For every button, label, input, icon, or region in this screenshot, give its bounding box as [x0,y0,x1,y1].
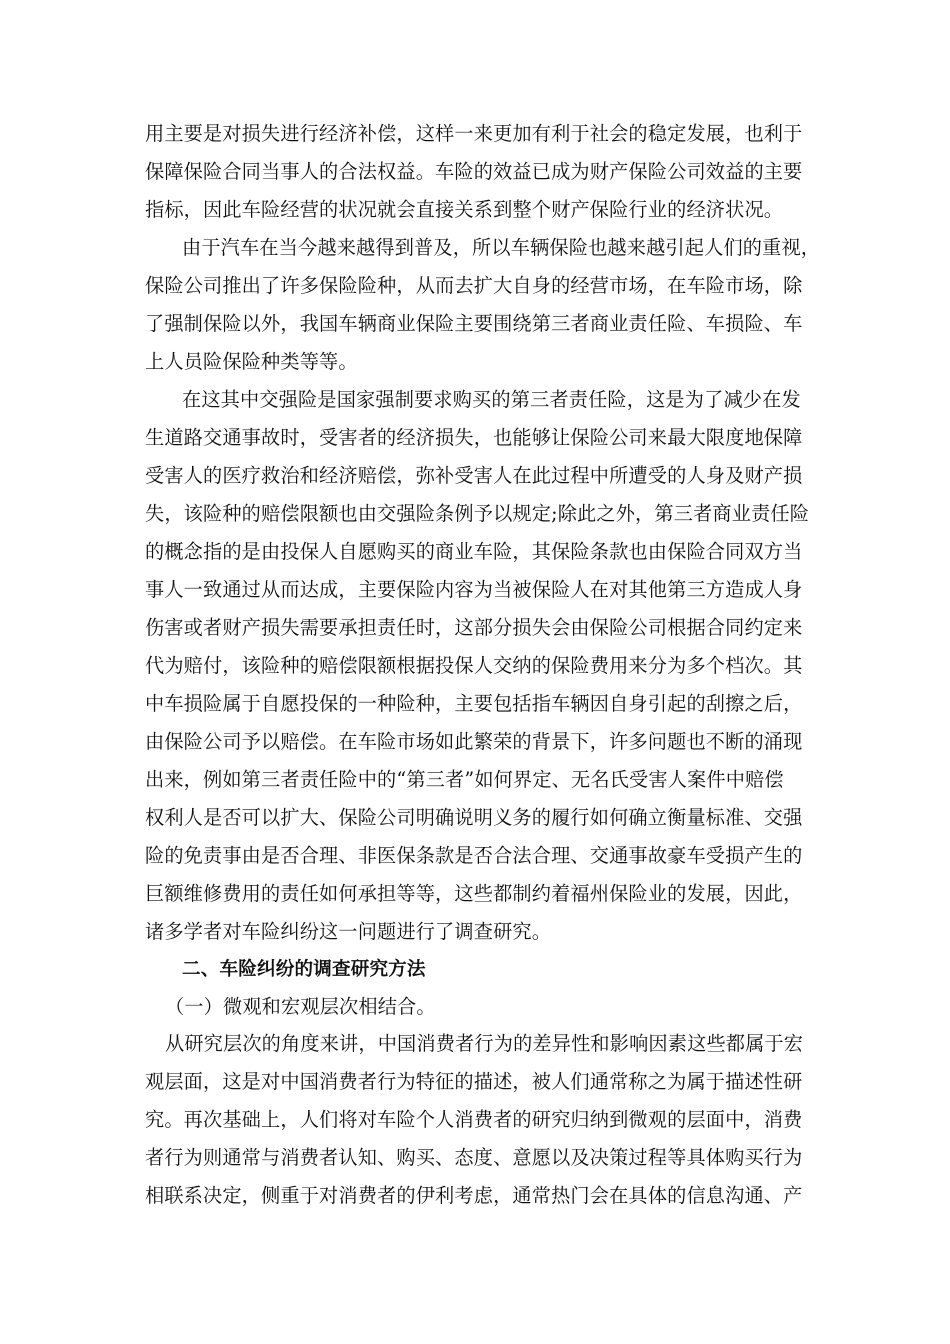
paragraph-3-line-2: 生道路交通事故时，受害者的经济损失，也能够让保险公司来最大限度地保障 [145,426,803,449]
paragraph-4-line-5: 相联系决定，侧重于对消费者的伊利考虑，通常热门会在具体的信息沟通、产 [145,1184,803,1207]
paragraph-3-line-9: 中车损险属于自愿投保的一种险种，主要包括指车辆因自身引起的刮擦之后， [145,692,803,715]
paragraph-2-line-3: 了强制保险以外，我国车辆商业保险主要围绕第三者商业责任险、车损险、车 [145,312,803,335]
paragraph-3-line-5: 的概念指的是由投保人自愿购买的商业车险，其保险条款也由保险合同双方当 [145,540,803,563]
paragraph-3-line-14: 巨额维修费用的责任如何承担等等，这些都制约着福州保险业的发展，因此， [145,882,803,905]
paragraph-3-line-6: 事人一致通过从而达成，主要保险内容为当被保险人在对其他第三方造成人身 [145,578,803,601]
section-heading: 二、车险纠纷的调查研究方法 [182,959,426,980]
paragraph-3-line-12: 权利人是否可以扩大、保险公司明确说明义务的履行如何确立衡量标准、交强 [145,806,803,829]
paragraph-3-line-7: 伤害或者财产损失需要承担责任时，这部分损失会由保险公司根据合同约定来 [145,616,803,639]
paragraph-3-line-4: 失，该险种的赔偿限额也由交强险条例予以规定;除此之外，第三者商业责任险 [145,502,810,525]
paragraph-3-line-1: 在这其中交强险是国家强制要求购买的第三者责任险，这是为了减少在发 [182,388,801,411]
paragraph-2-line-4: 上人员险保险种类等等。 [145,350,358,373]
paragraph-3-line-10: 由保险公司予以赔偿。在车险市场如此繁荣的背景下，许多问题也不断的涌现 [145,730,803,753]
paragraph-1-line-1: 用主要是对损失进行经济补偿，这样一来更加有利于社会的稳定发展，也利于 [145,122,803,145]
subsection-heading: （一）微观和宏观层次相结合。 [165,995,436,1018]
paragraph-1-line-3: 指标，因此车险经营的状况就会直接关系到整个财产保险行业的经济状况。 [145,198,784,221]
paragraph-2-line-1: 由于汽车在当今越来越得到普及，所以车辆保险也越来越引起人们的重视， [182,236,821,259]
paragraph-4-line-4: 者行为则通常与消费者认知、购买、态度、意愿以及决策过程等具体购买行为 [145,1146,803,1169]
paragraph-3-line-3: 受害人的医疗救治和经济赔偿，弥补受害人在此过程中所遭受的人身及财产损 [145,464,803,487]
paragraph-4-line-2: 观层面，这是对中国消费者行为特征的描述，被人们通常称之为属于描述性研 [145,1070,803,1093]
paragraph-1-line-2: 保障保险合同当事人的合法权益。车险的效益已成为财产保险公司效益的主要 [145,160,803,183]
paragraph-4-line-3: 究。再次基础上，人们将对车险个人消费者的研究归纳到微观的层面中，消费 [145,1108,803,1131]
paragraph-3-line-8: 代为赔付，该险种的赔偿限额根据投保人交纳的保险费用来分为多个档次。其 [145,654,803,677]
paragraph-4-line-1: 从研究层次的角度来讲，中国消费者行为的差异性和影响因素这些都属于宏 [165,1032,804,1055]
paragraph-3-line-15: 诸多学者对车险纠纷这一问题进行了调查研究。 [145,920,552,943]
paragraph-3-line-11: 出来，例如第三者责任险中的“第三者”如何界定、无名氏受害人案件中赔偿 [145,768,784,791]
paragraph-3-line-13: 险的免责事由是否合理、非医保条款是否合法合理、交通事故豪车受损产生的 [145,844,803,867]
paragraph-2-line-2: 保险公司推出了许多保险险种，从而去扩大自身的经营市场，在车险市场，除 [145,274,803,297]
